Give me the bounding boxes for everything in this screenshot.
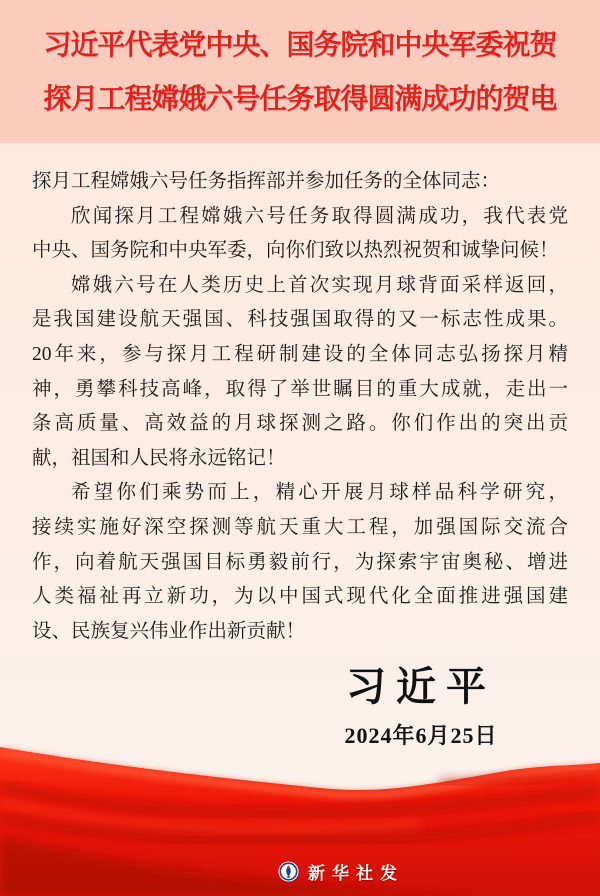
letter-line: 人类福祉再立新功，为以中国式现代化全面推进强国建 bbox=[32, 586, 568, 608]
letter-line: 欣闻探月工程嫦娥六号任务取得圆满成功，我代表党 bbox=[71, 205, 568, 227]
headline-line-1: 习近平代表党中央、国务院和中央军委祝贺 bbox=[43, 29, 557, 61]
letter-line: 设、民族复兴伟业作出新贡献！ bbox=[32, 620, 306, 642]
letter-line: 探月工程嫦娥六号任务指挥部并参加任务的全体同志： bbox=[32, 171, 501, 192]
letter-section bbox=[0, 143, 600, 750]
letter-line: 献，祖国和人民将永远铭记！ bbox=[32, 447, 286, 469]
letter-line: 是我国建设航天强国、科技强国取得的又一标志性成果。 bbox=[32, 309, 568, 331]
signature: 习近平 bbox=[346, 664, 496, 710]
letter-line: 作，向着航天强国目标勇毅前行，为探索宇宙奥秘、增进 bbox=[32, 551, 568, 573]
letter-line: 20年来，参与探月工程研制建设的全体同志弘扬探月精 bbox=[32, 343, 568, 365]
letter-line: 神，勇攀科技高峰，取得了举世瞩目的重大成就，走出一 bbox=[32, 378, 568, 400]
xinhua-logo-icon bbox=[278, 861, 299, 882]
signature-block bbox=[301, 665, 541, 750]
letter-line: 中央、国务院和中央军委，向你们致以热烈祝贺和诚挚问候！ bbox=[32, 240, 559, 262]
letter-line: 条高质量、高效益的月球探测之路。你们作出的突出贡 bbox=[32, 413, 568, 435]
header-banner bbox=[0, 0, 600, 143]
letter-line: 嫦娥六号在人类历史上首次实现月球背面采样返回， bbox=[71, 274, 568, 296]
credit-label: 新华社发 bbox=[308, 864, 404, 883]
letter-body bbox=[32, 165, 568, 649]
headline-line-2: 探月工程嫦娥六号任务取得圆满成功的贺电 bbox=[43, 83, 557, 115]
credit-row bbox=[41, 859, 600, 884]
letter-line: 接续实施好深空探测等航天重大工程，加强国际交流合 bbox=[32, 516, 568, 538]
letter-line: 希望你们乘势而上，精心开展月球样品科学研究， bbox=[71, 482, 568, 504]
date-line: 2024年6月25日 bbox=[344, 723, 498, 749]
